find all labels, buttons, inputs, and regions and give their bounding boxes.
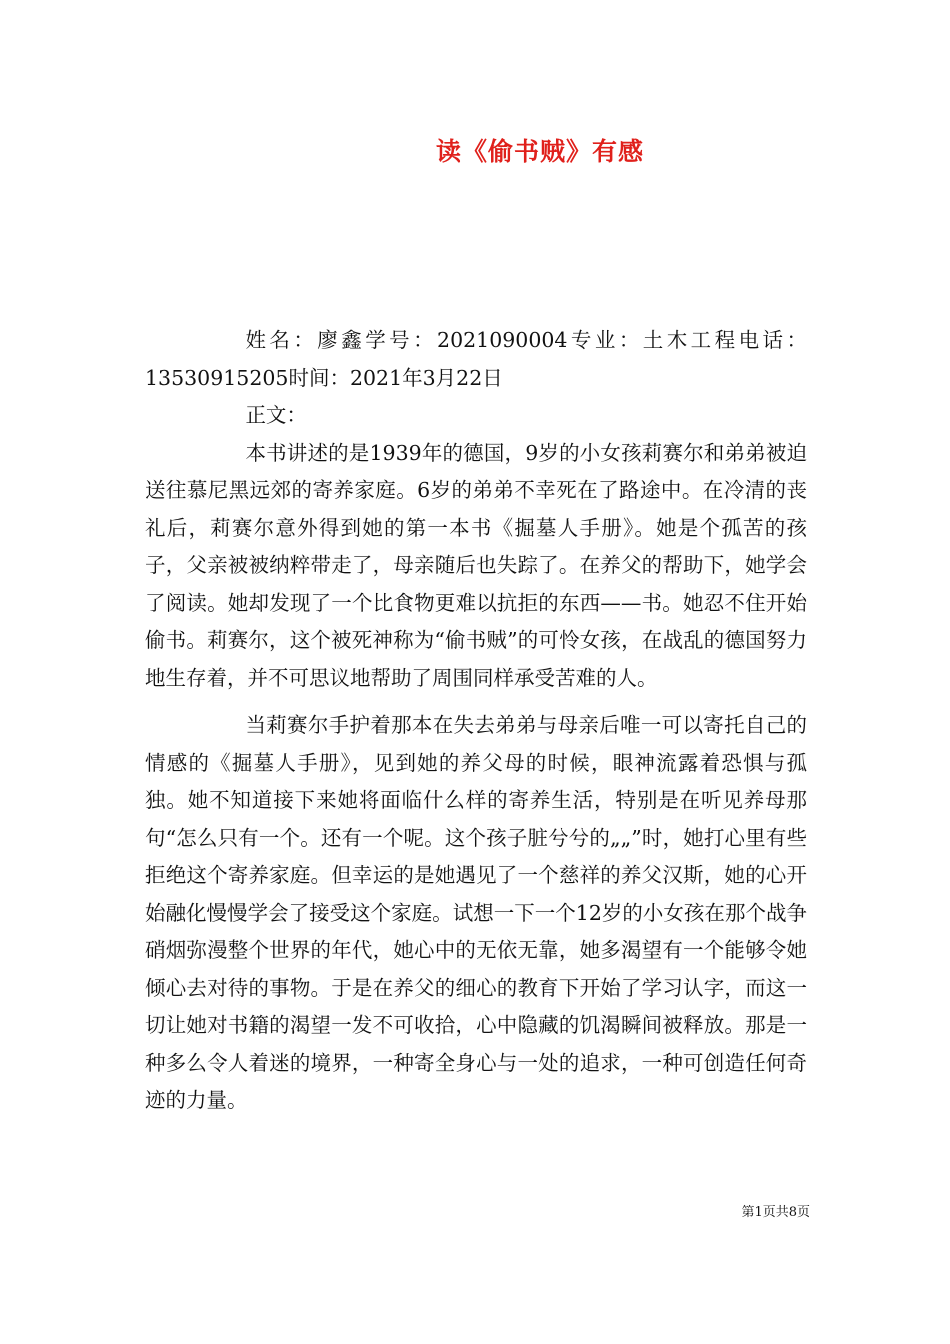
paragraph-1: 本书讲述的是1939年的德国，9岁的小女孩莉赛尔和弟弟被迫送往慕尼黑远郊的寄养家庭。6岁的弟弟不幸死在了路途中。在冷清的丧礼后，莉赛尔意外得到她的第一本书《掘墓人手册》。她是个孤苦的孩子，父亲被被纳粹带走了，母亲随后也失踪了。在养父的帮助下，她学会了阅读。她却发现了一个比食物更难以抗拒的东西——书。她忍不住开始偷书。莉赛尔，这个被死神称为“偷书贼”的可怜女孩，在战乱的德国努力地生存着，并不可思议地帮助了周围同样承受苦难的人。 — [145, 440, 807, 690]
document-body — [145, 322, 807, 1120]
paragraph-2: 当莉赛尔手护着那本在失去弟弟与母亲后唯一可以寄托自己的情感的《掘墓人手册》，见到她的养父母的时候，眼神流露着恐惧与孤独。她不知道接下来她将面临什么样的寄养生活，特别是在听见养母那句“怎么只有一个。还有一个呢。这个孩子脏兮兮的„„”时，她打心里有些拒绝这个寄养家庭。但幸运的是她遇见了一个慈祥的养父汉斯，她的心开始融化慢慢学会了接受这个家庭。试想一下一个12岁的小女孩在那个战争硝烟弥漫整个世界的年代，她心中的无依无靠，她多渴望有一个能够令她倾心去对待的事物。于是在养父的细心的教育下开始了学习认字，而这一切让她对书籍的渴望一发不可收拾，心中隐藏的饥渴瞬间被释放。那是一种多么令人着迷的境界，一种寄全身心与一处的追求，一种可创造任何奇迹的力量。 — [145, 713, 807, 1112]
author-meta-line: 姓名：廖鑫学号：2021090004专业：土木工程电话：13530915205时间：2021年3月22日 — [145, 328, 807, 390]
body-label: 正文： — [245, 403, 307, 427]
document-title: 读《偷书贼》有感 — [435, 137, 644, 166]
page-footer: 第1页共8页 — [741, 1205, 810, 1220]
